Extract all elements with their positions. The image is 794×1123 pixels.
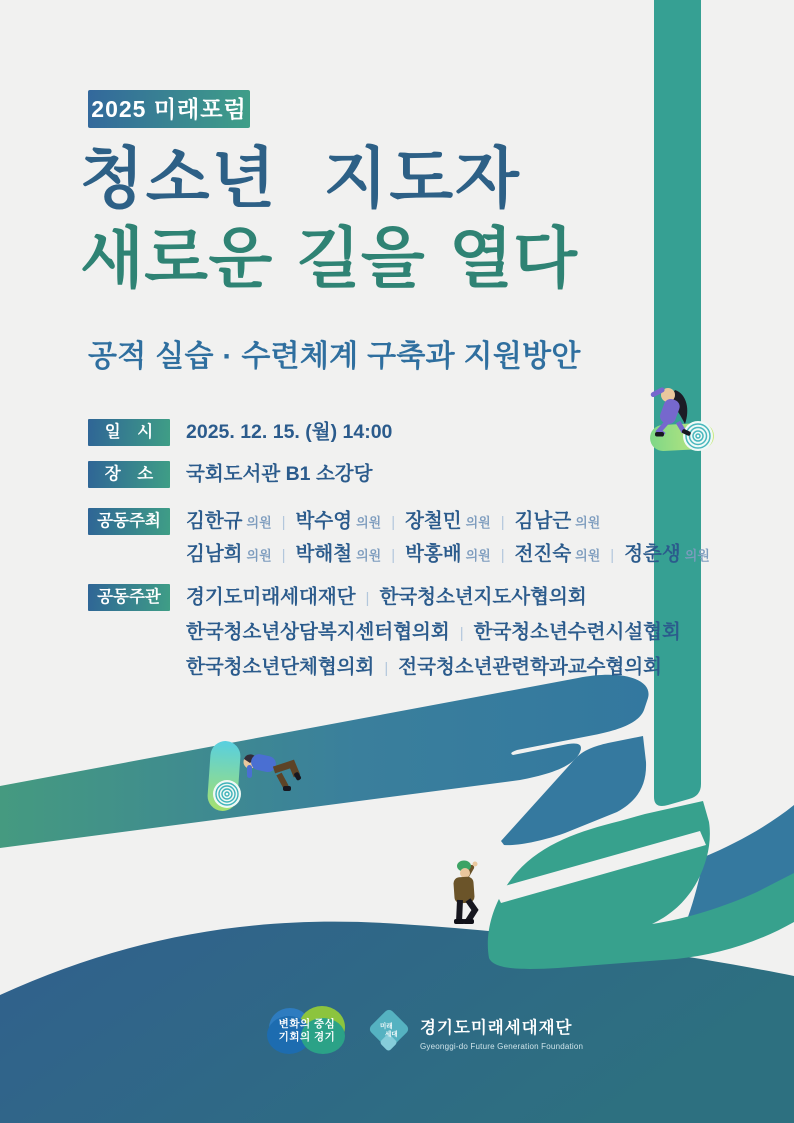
organizers-line-3 xyxy=(186,654,681,682)
hosts-line-2 xyxy=(186,541,710,569)
member-suffix: 의원 xyxy=(575,515,601,530)
organizers-label: 공동주관 xyxy=(88,584,170,611)
member-suffix: 의원 xyxy=(465,548,491,563)
hosts-row xyxy=(88,508,728,574)
member-suffix: 의원 xyxy=(356,548,382,563)
venue-label: 장 소 xyxy=(88,461,170,488)
host-name: 정춘생 xyxy=(624,543,681,565)
gyeonggi-slogan xyxy=(267,1006,347,1056)
organizers-line-2 xyxy=(186,619,681,647)
separator: | xyxy=(391,514,396,531)
event-info xyxy=(88,419,728,689)
separator: | xyxy=(281,514,286,531)
foundation-name-korean: 경기도미래세대재단 xyxy=(420,1019,573,1037)
organizers-line-1 xyxy=(186,584,681,612)
member-suffix: 의원 xyxy=(246,548,272,563)
separator: | xyxy=(391,547,396,564)
member-suffix: 의원 xyxy=(246,515,272,530)
venue-row xyxy=(88,461,728,488)
organizers-row xyxy=(88,584,728,689)
member-suffix: 의원 xyxy=(684,548,710,563)
hosts-list xyxy=(186,508,710,574)
hosts-line-1 xyxy=(186,508,710,536)
hosts-label: 공동주최 xyxy=(88,508,170,535)
host-name: 박해철 xyxy=(295,543,353,565)
organizer-name: 한국청소년수련시설협회 xyxy=(473,621,681,643)
member-suffix: 의원 xyxy=(575,548,601,563)
datetime-label: 일 시 xyxy=(88,419,170,446)
organizer-name: 한국청소년상담복지센터협의회 xyxy=(186,621,450,643)
member-suffix: 의원 xyxy=(356,515,382,530)
separator: | xyxy=(384,660,389,677)
separator: | xyxy=(281,547,286,564)
organizer-name: 전국청소년관련학과교수협의회 xyxy=(398,656,662,678)
host-name: 장철민 xyxy=(405,510,462,532)
datetime-row xyxy=(88,419,728,446)
separator: | xyxy=(500,514,505,531)
organizers-list xyxy=(186,584,681,689)
title-line1: 청소년 지도자 xyxy=(80,141,521,215)
separator: | xyxy=(459,625,464,642)
host-name: 박수영 xyxy=(295,510,353,532)
foundation-logo-mark xyxy=(366,1008,412,1056)
slogan-line-2: 기회의 경기 xyxy=(278,1031,336,1043)
poster-title xyxy=(80,138,577,298)
organizer-name: 한국청소년단체협의회 xyxy=(186,656,375,678)
mark-text-2: 세대 xyxy=(385,1031,398,1038)
host-name: 박홍배 xyxy=(405,543,462,565)
standing-figure xyxy=(453,861,477,925)
gyeonggi-province-logo xyxy=(267,1006,347,1056)
venue-value: 국회도서관 B1 소강당 xyxy=(186,463,373,485)
separator: | xyxy=(500,547,505,564)
organizer-name: 한국청소년지도사협의회 xyxy=(379,586,587,608)
mark-text-1: 미래 xyxy=(380,1023,393,1030)
poster-subtitle: 공적 실습 · 수련체계 구축과 지원방안 xyxy=(88,340,581,373)
host-name: 김남근 xyxy=(514,510,572,532)
member-suffix: 의원 xyxy=(465,515,491,530)
separator: | xyxy=(365,590,370,607)
host-name: 김남희 xyxy=(186,543,243,565)
title-line2: 새로운 길을 열다 xyxy=(80,221,578,295)
foundation-name-english: Gyeonggi-do Future Generation Foundation xyxy=(420,1042,584,1051)
slogan-line-1: 변화의 중심 xyxy=(278,1018,336,1030)
host-name: 김한규 xyxy=(186,510,243,532)
organizer-name: 경기도미래세대재단 xyxy=(186,586,356,608)
separator: | xyxy=(610,547,615,564)
datetime-value: 2025. 12. 15. (월) 14:00 xyxy=(186,421,393,443)
event-badge: 2025 미래포럼 xyxy=(88,90,250,128)
foundation-name xyxy=(420,1014,583,1051)
host-name: 전진숙 xyxy=(514,543,572,565)
